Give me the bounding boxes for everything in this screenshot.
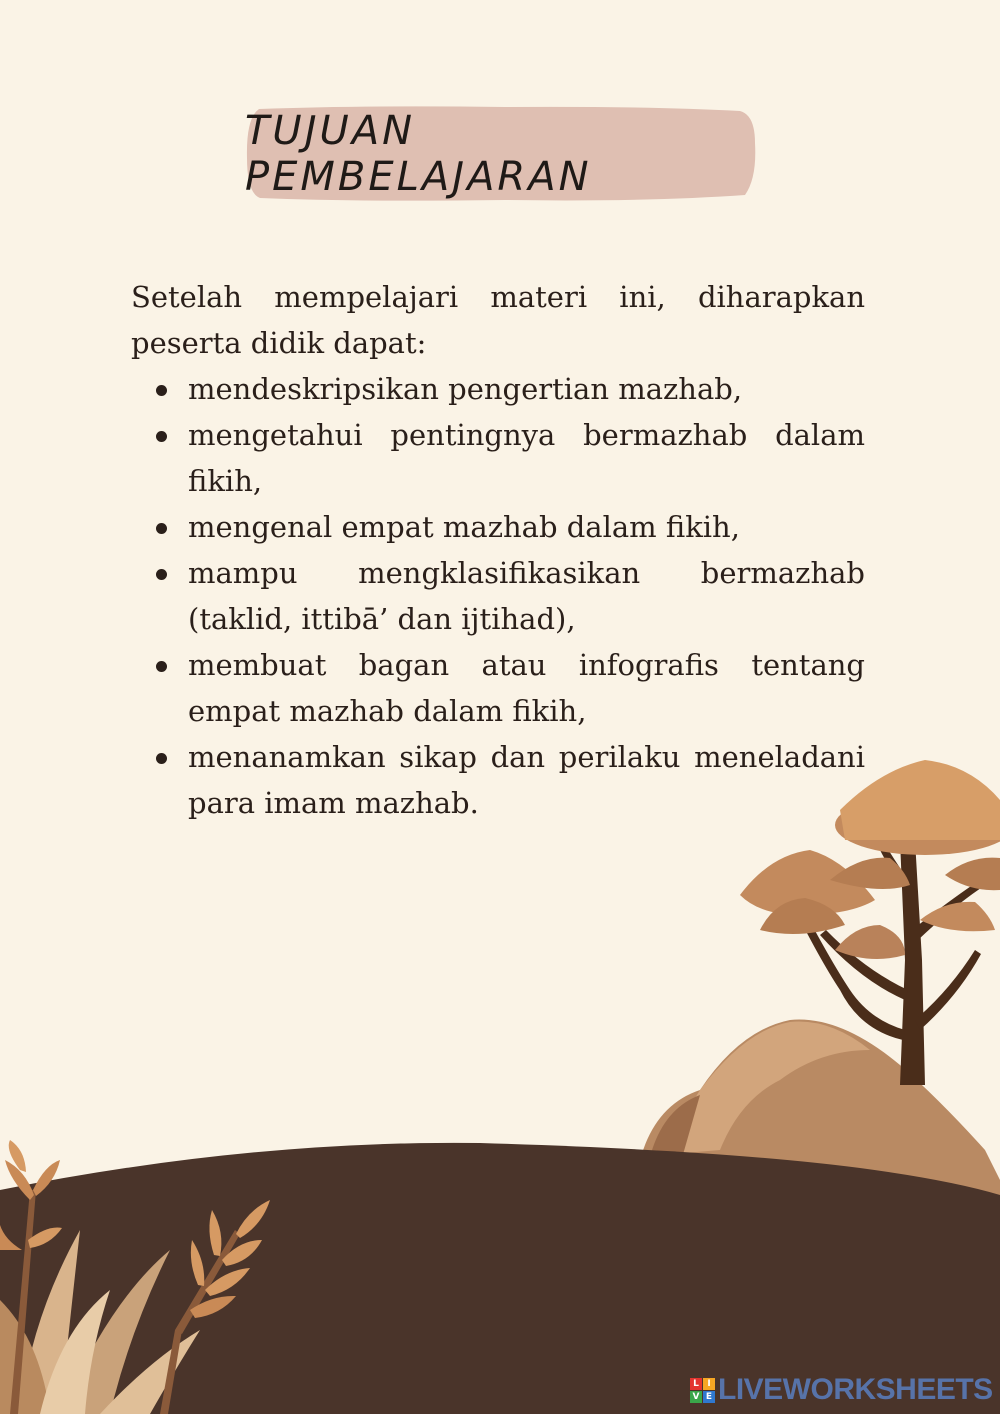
liveworksheets-watermark xyxy=(690,1374,993,1406)
learning-objectives-section xyxy=(131,274,865,826)
list-item: membuat bagan atau infografis tentang empat mazhab dalam fikih, xyxy=(131,642,865,734)
watermark-text: LIVEWORKSHEETS xyxy=(718,1373,993,1406)
list-item: mengetahui pentingnya bermazhab dalam fikih, xyxy=(131,412,865,504)
list-item: mendeskripsikan pengertian mazhab, xyxy=(131,366,865,412)
logo-letter: E xyxy=(703,1391,715,1403)
logo-letter: L xyxy=(690,1378,702,1390)
page-title: TUJUAN PEMBELAJARAN xyxy=(245,107,592,200)
logo-letter: V xyxy=(690,1391,702,1403)
list-item: menanamkan sikap dan perilaku meneladani para imam mazhab. xyxy=(131,734,865,826)
list-item: mengenal empat mazhab dalam fikih, xyxy=(131,504,865,550)
objectives-list xyxy=(131,366,865,826)
title-badge xyxy=(245,103,757,204)
logo-letter: I xyxy=(703,1378,715,1390)
liveworksheets-logo-icon xyxy=(690,1378,715,1403)
list-item: mampu mengklasifikasikan bermazhab (taklid, ittibā’ dan ijtihad), xyxy=(131,550,865,642)
intro-paragraph: Setelah mempelajari materi ini, diharapkan peserta didik dapat: xyxy=(131,280,865,360)
